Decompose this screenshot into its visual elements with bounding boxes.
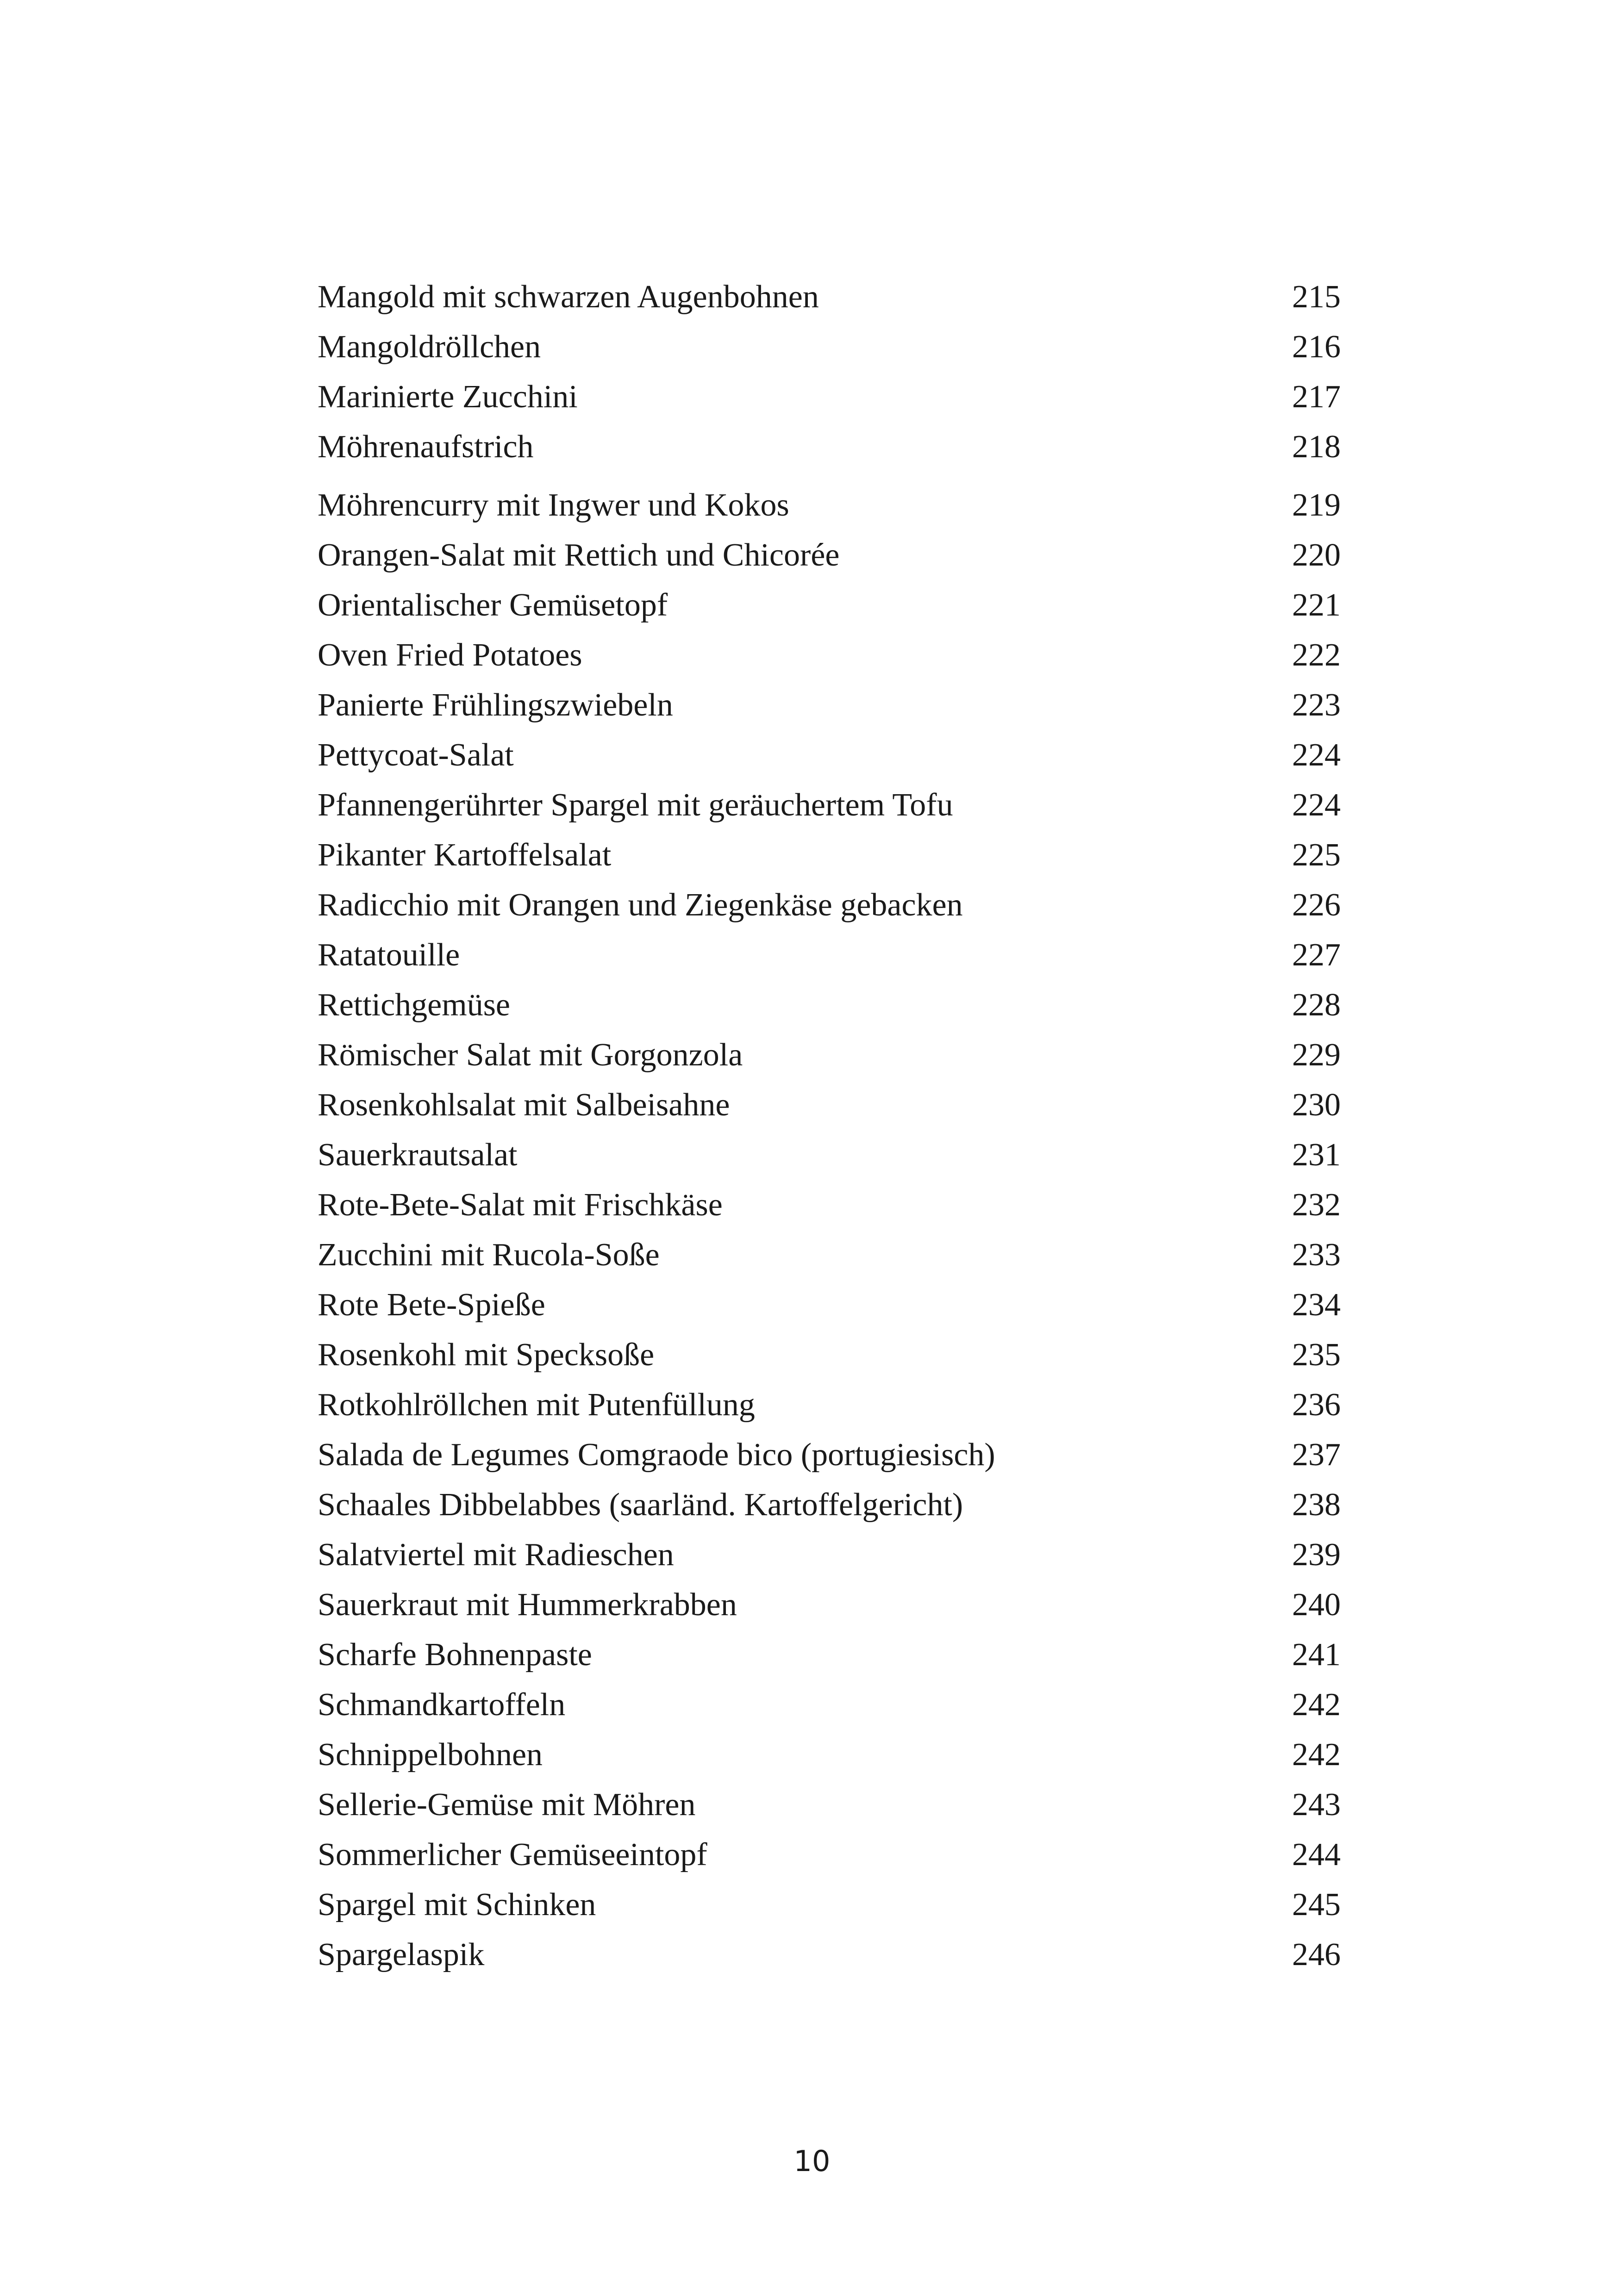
toc-entry bbox=[318, 630, 1341, 680]
toc-entry bbox=[318, 1380, 1341, 1430]
toc-entry-title: Spargel mit Schinken bbox=[318, 1887, 596, 1923]
toc-entry-title: Panierte Frühlingszwiebeln bbox=[318, 687, 673, 723]
toc-entry bbox=[318, 930, 1341, 980]
toc-entry-page: 223 bbox=[1292, 687, 1341, 723]
toc-entry bbox=[318, 830, 1341, 880]
toc-entry-page: 241 bbox=[1292, 1637, 1341, 1673]
toc-entry bbox=[318, 1930, 1341, 1980]
toc-entry-title: Rote-Bete-Salat mit Frischkäse bbox=[318, 1187, 723, 1223]
toc-entry bbox=[318, 530, 1341, 580]
toc-entry-title: Mangold mit schwarzen Augenbohnen bbox=[318, 279, 819, 315]
toc-entry-page: 224 bbox=[1292, 737, 1341, 773]
toc-entry-page: 217 bbox=[1292, 379, 1341, 415]
toc-entry-page: 238 bbox=[1292, 1487, 1341, 1523]
toc-entry bbox=[318, 1230, 1341, 1280]
toc-entry-title: Orientalischer Gemüsetopf bbox=[318, 587, 668, 623]
toc-entry bbox=[318, 680, 1341, 730]
toc-entry-page: 220 bbox=[1292, 537, 1341, 573]
toc-entry bbox=[318, 372, 1341, 422]
toc-entry-title: Scharfe Bohnenpaste bbox=[318, 1637, 592, 1673]
toc-entry-title: Sauerkrautsalat bbox=[318, 1137, 518, 1173]
toc-entry bbox=[318, 1580, 1341, 1630]
toc-entry-page: 216 bbox=[1292, 329, 1341, 365]
toc-entry bbox=[318, 1730, 1341, 1780]
toc-entry-page: 231 bbox=[1292, 1137, 1341, 1173]
toc-entry-page: 234 bbox=[1292, 1287, 1341, 1323]
toc-entry bbox=[318, 1530, 1341, 1580]
toc-entry bbox=[318, 1430, 1341, 1480]
toc-entry bbox=[318, 1030, 1341, 1080]
toc-entry-title: Marinierte Zucchini bbox=[318, 379, 578, 415]
toc-entry-page: 226 bbox=[1292, 887, 1341, 923]
toc-entry-title: Pettycoat-Salat bbox=[318, 737, 514, 773]
toc-entry-page: 225 bbox=[1292, 837, 1341, 873]
toc-entry-title: Rosenkohl mit Specksoße bbox=[318, 1337, 655, 1373]
toc-entry-title: Zucchini mit Rucola-Soße bbox=[318, 1237, 660, 1273]
toc-entry-title: Salada de Legumes Comgraode bico (portugiesisch) bbox=[318, 1437, 995, 1473]
toc-entry bbox=[318, 980, 1341, 1030]
toc-entry-page: 242 bbox=[1292, 1737, 1341, 1773]
toc-entry-page: 230 bbox=[1292, 1087, 1341, 1123]
toc-entry-title: Orangen-Salat mit Rettich und Chicorée bbox=[318, 537, 840, 573]
toc-entry bbox=[318, 1630, 1341, 1680]
toc-entry bbox=[318, 322, 1341, 372]
toc-entry bbox=[318, 1130, 1341, 1180]
toc-entry-title: Radicchio mit Orangen und Ziegenkäse gebacken bbox=[318, 887, 963, 923]
toc-entry-title: Sellerie-Gemüse mit Möhren bbox=[318, 1787, 696, 1823]
toc-entry-title: Pfannengerührter Spargel mit geräuchertem Tofu bbox=[318, 787, 953, 823]
toc-entry-page: 218 bbox=[1292, 429, 1341, 465]
toc-entry bbox=[318, 422, 1341, 472]
toc-entry bbox=[318, 880, 1341, 930]
toc-entry-title: Rosenkohlsalat mit Salbeisahne bbox=[318, 1087, 730, 1123]
toc-entry-page: 235 bbox=[1292, 1337, 1341, 1373]
toc-entry bbox=[318, 1780, 1341, 1830]
toc-entry bbox=[318, 1880, 1341, 1930]
toc-entry-title: Mangoldröllchen bbox=[318, 329, 541, 365]
toc-entry-page: 232 bbox=[1292, 1187, 1341, 1223]
toc-entry-page: 243 bbox=[1292, 1787, 1341, 1823]
table-of-contents bbox=[318, 272, 1341, 1980]
toc-entry-page: 215 bbox=[1292, 279, 1341, 315]
toc-entry bbox=[318, 480, 1341, 530]
toc-entry bbox=[318, 1830, 1341, 1880]
toc-entry-page: 222 bbox=[1292, 637, 1341, 673]
toc-entry-page: 227 bbox=[1292, 937, 1341, 973]
toc-entry-page: 242 bbox=[1292, 1687, 1341, 1723]
toc-entry bbox=[318, 272, 1341, 322]
toc-entry bbox=[318, 1330, 1341, 1380]
toc-entry-title: Schaales Dibbelabbes (saarländ. Kartoffelgericht) bbox=[318, 1487, 963, 1523]
toc-entry-title: Spargelaspik bbox=[318, 1937, 485, 1972]
toc-entry-title: Ratatouille bbox=[318, 937, 460, 973]
page-number: 10 bbox=[793, 2144, 831, 2178]
toc-entry bbox=[318, 1080, 1341, 1130]
toc-entry bbox=[318, 580, 1341, 630]
toc-entry-title: Salatviertel mit Radieschen bbox=[318, 1537, 674, 1573]
toc-entry-title: Sauerkraut mit Hummerkrabben bbox=[318, 1587, 737, 1623]
toc-entry-title: Schmandkartoffeln bbox=[318, 1687, 566, 1723]
toc-entry-page: 219 bbox=[1292, 487, 1341, 523]
toc-entry-title: Schnippelbohnen bbox=[318, 1737, 543, 1773]
toc-entry-title: Rotkohlröllchen mit Putenfüllung bbox=[318, 1387, 755, 1423]
toc-entry-page: 233 bbox=[1292, 1237, 1341, 1273]
toc-entry-page: 228 bbox=[1292, 987, 1341, 1023]
toc-entry-page: 236 bbox=[1292, 1387, 1341, 1423]
toc-entry-title: Rettichgemüse bbox=[318, 987, 511, 1023]
toc-entry-page: 239 bbox=[1292, 1537, 1341, 1573]
toc-entry-page: 245 bbox=[1292, 1887, 1341, 1923]
toc-entry bbox=[318, 1180, 1341, 1230]
toc-entry bbox=[318, 1280, 1341, 1330]
toc-entry-title: Rote Bete-Spieße bbox=[318, 1287, 545, 1323]
toc-entry-page: 224 bbox=[1292, 787, 1341, 823]
toc-entry-title: Pikanter Kartoffelsalat bbox=[318, 837, 612, 873]
toc-entry bbox=[318, 780, 1341, 830]
toc-entry-title: Oven Fried Potatoes bbox=[318, 637, 582, 673]
toc-entry-page: 229 bbox=[1292, 1037, 1341, 1073]
toc-entry-page: 246 bbox=[1292, 1937, 1341, 1972]
toc-entry-page: 221 bbox=[1292, 587, 1341, 623]
toc-entry-title: Sommerlicher Gemüseeintopf bbox=[318, 1837, 707, 1873]
toc-entry-title: Römischer Salat mit Gorgonzola bbox=[318, 1037, 743, 1073]
toc-entry-page: 244 bbox=[1292, 1837, 1341, 1873]
toc-entry bbox=[318, 730, 1341, 780]
toc-entry-page: 237 bbox=[1292, 1437, 1341, 1473]
toc-entry-page: 240 bbox=[1292, 1587, 1341, 1623]
toc-entry-title: Möhrencurry mit Ingwer und Kokos bbox=[318, 487, 789, 523]
toc-entry bbox=[318, 1680, 1341, 1730]
toc-entry bbox=[318, 1480, 1341, 1530]
toc-entry-title: Möhrenaufstrich bbox=[318, 429, 534, 465]
